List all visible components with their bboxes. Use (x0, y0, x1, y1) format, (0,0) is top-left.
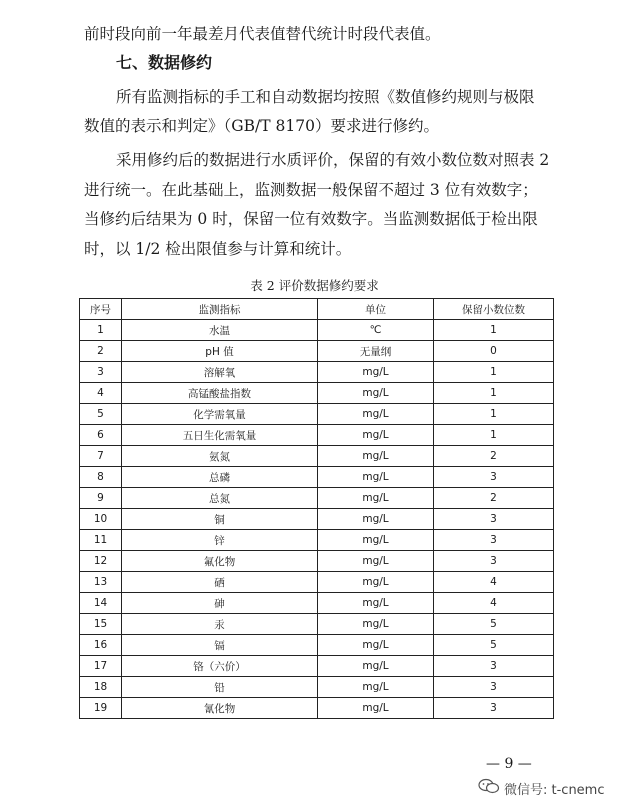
cell-indicator: 铜 (122, 509, 318, 530)
cell-decimals: 1 (434, 362, 554, 383)
cell-indicator: 铅 (122, 677, 318, 698)
cell-serial: 19 (80, 698, 122, 719)
cell-decimals: 3 (434, 467, 554, 488)
para2-line2: 进行统一。在此基础上，监测数据一般保留不超过 3 位有效数字； (84, 181, 538, 199)
cell-decimals: 1 (434, 425, 554, 446)
cell-serial: 13 (80, 572, 122, 593)
cell-unit: mg/L (318, 635, 434, 656)
cell-serial: 6 (80, 425, 122, 446)
header-unit: 单位 (318, 299, 434, 320)
table-row (80, 530, 554, 551)
cell-indicator: 总磷 (122, 467, 318, 488)
cell-decimals: 1 (434, 404, 554, 425)
table-row (80, 320, 554, 341)
cell-decimals: 1 (434, 320, 554, 341)
cell-unit: mg/L (318, 446, 434, 467)
cell-serial: 1 (80, 320, 122, 341)
para1-line1: 所有监测指标的手工和自动数据均按照《数值修约规则与极限 (116, 88, 535, 106)
cell-decimals: 3 (434, 698, 554, 719)
cell-serial: 11 (80, 530, 122, 551)
cell-unit: mg/L (318, 509, 434, 530)
table-row (80, 362, 554, 383)
wechat-icon (478, 778, 500, 798)
cell-unit: mg/L (318, 614, 434, 635)
cell-unit: mg/L (318, 425, 434, 446)
section-heading: 七、数据修约 (116, 53, 213, 72)
cell-decimals: 3 (434, 656, 554, 677)
cell-decimals: 3 (434, 677, 554, 698)
cell-decimals: 5 (434, 614, 554, 635)
cell-serial: 10 (80, 509, 122, 530)
cell-indicator: 氨氮 (122, 446, 318, 467)
cell-indicator: 总氮 (122, 488, 318, 509)
table-row (80, 551, 554, 572)
table-row (80, 341, 554, 362)
cell-indicator: 五日生化需氧量 (122, 425, 318, 446)
table-row (80, 446, 554, 467)
cell-decimals: 2 (434, 488, 554, 509)
cell-serial: 5 (80, 404, 122, 425)
cell-unit: mg/L (318, 467, 434, 488)
cell-serial: 8 (80, 467, 122, 488)
rounding-table (79, 298, 554, 719)
para2-line4: 时，以 1/2 检出限值参与计算和统计。 (84, 240, 352, 258)
table-row (80, 383, 554, 404)
cell-unit: mg/L (318, 593, 434, 614)
cell-serial: 9 (80, 488, 122, 509)
para2-line3: 当修约后结果为 0 时，保留一位有效数字。当监测数据低于检出限 (84, 210, 538, 228)
table-row (80, 488, 554, 509)
text-line-top: 前时段向前一年最差月代表值替代统计时段代表值。 (84, 25, 441, 43)
cell-serial: 2 (80, 341, 122, 362)
cell-indicator: 铬（六价） (122, 656, 318, 677)
cell-indicator: 溶解氧 (122, 362, 318, 383)
table-row (80, 698, 554, 719)
cell-serial: 18 (80, 677, 122, 698)
cell-indicator: 化学需氧量 (122, 404, 318, 425)
para1-line2: 数值的表示和判定》（GB/T 8170）要求进行修约。 (84, 117, 439, 135)
header-serial: 序号 (80, 299, 122, 320)
cell-decimals: 3 (434, 551, 554, 572)
cell-serial: 7 (80, 446, 122, 467)
cell-decimals: 4 (434, 572, 554, 593)
table-row (80, 614, 554, 635)
cell-indicator: 硒 (122, 572, 318, 593)
cell-unit: mg/L (318, 362, 434, 383)
cell-serial: 3 (80, 362, 122, 383)
cell-indicator: 水温 (122, 320, 318, 341)
cell-decimals: 2 (434, 446, 554, 467)
cell-indicator: pH 值 (122, 341, 318, 362)
cell-unit: ℃ (318, 320, 434, 341)
watermark-text: 微信号: t-cnemc (504, 782, 605, 798)
cell-unit: mg/L (318, 698, 434, 719)
cell-unit: mg/L (318, 677, 434, 698)
cell-unit: mg/L (318, 383, 434, 404)
cell-unit: mg/L (318, 656, 434, 677)
cell-indicator: 高锰酸盐指数 (122, 383, 318, 404)
cell-indicator: 镉 (122, 635, 318, 656)
cell-decimals: 0 (434, 341, 554, 362)
cell-serial: 12 (80, 551, 122, 572)
table-caption: 表 2 评价数据修约要求 (250, 278, 379, 293)
table-header-row (80, 299, 554, 320)
cell-serial: 17 (80, 656, 122, 677)
para2-line1: 采用修约后的数据进行水质评价，保留的有效小数位数对照表 2 (116, 151, 550, 169)
cell-unit: mg/L (318, 530, 434, 551)
cell-unit: mg/L (318, 404, 434, 425)
table-row (80, 572, 554, 593)
cell-decimals: 4 (434, 593, 554, 614)
cell-serial: 15 (80, 614, 122, 635)
cell-serial: 4 (80, 383, 122, 404)
watermark (478, 778, 605, 798)
cell-serial: 16 (80, 635, 122, 656)
table-row (80, 656, 554, 677)
cell-indicator: 锌 (122, 530, 318, 551)
table-row (80, 635, 554, 656)
page-number: — 9 — (486, 756, 532, 772)
table-row (80, 425, 554, 446)
cell-decimals: 1 (434, 383, 554, 404)
header-decimals: 保留小数位数 (434, 299, 554, 320)
cell-indicator: 汞 (122, 614, 318, 635)
cell-serial: 14 (80, 593, 122, 614)
table-row (80, 593, 554, 614)
cell-decimals: 3 (434, 530, 554, 551)
cell-unit: mg/L (318, 551, 434, 572)
cell-decimals: 3 (434, 509, 554, 530)
table-row (80, 467, 554, 488)
table-row (80, 677, 554, 698)
table-row (80, 404, 554, 425)
cell-indicator: 砷 (122, 593, 318, 614)
cell-decimals: 5 (434, 635, 554, 656)
cell-indicator: 氟化物 (122, 551, 318, 572)
header-indicator: 监测指标 (122, 299, 318, 320)
cell-indicator: 氰化物 (122, 698, 318, 719)
cell-unit: 无量纲 (318, 341, 434, 362)
cell-unit: mg/L (318, 572, 434, 593)
table-row (80, 509, 554, 530)
cell-unit: mg/L (318, 488, 434, 509)
